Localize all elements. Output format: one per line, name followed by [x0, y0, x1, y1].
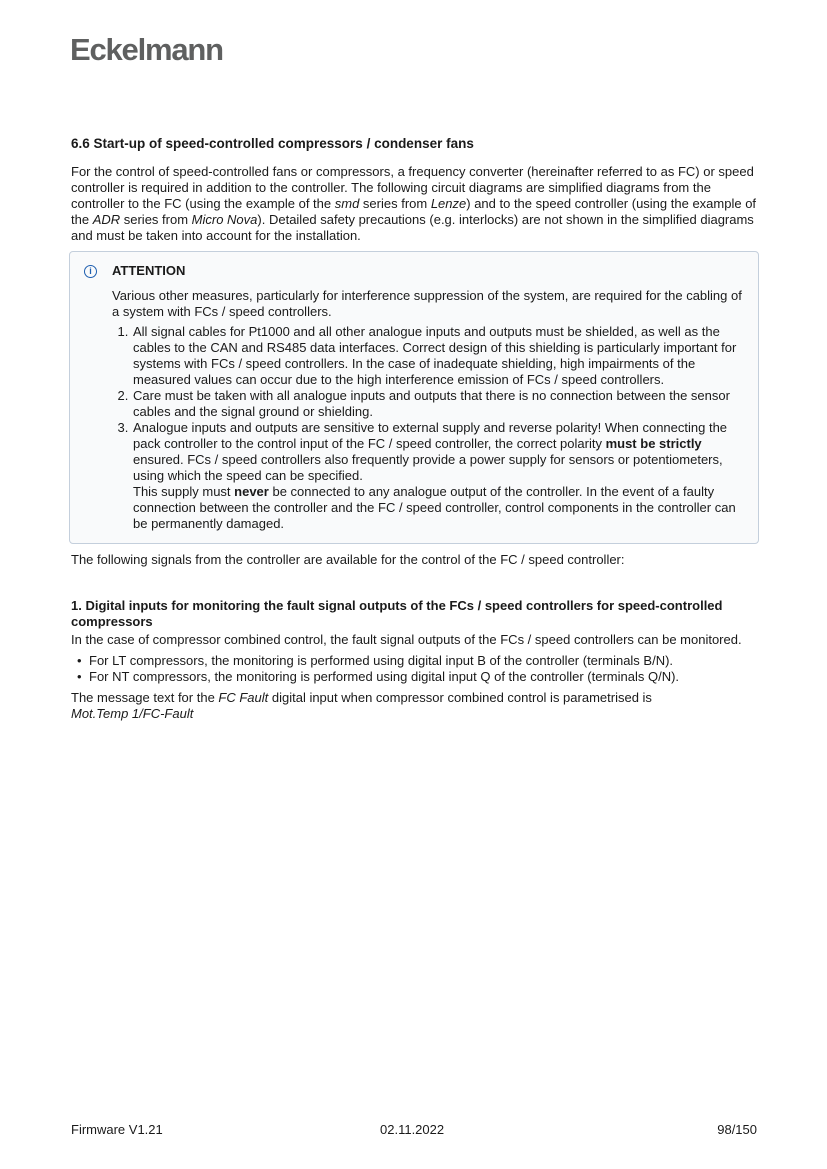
page-content	[71, 136, 757, 722]
text: This supply must	[133, 484, 235, 499]
text: digital input when compressor combined control is parametrised is	[268, 690, 652, 705]
list-item	[132, 420, 748, 532]
bullet-list	[71, 653, 757, 685]
eckelmann-logo: Eckelmann	[70, 32, 223, 67]
text: be connected to any analogue output of the controller. In the event of a faulty connection between the controller and the FC / speed controller, control components in the controller can be permanently damaged.	[133, 484, 736, 531]
attention-title: ATTENTION	[112, 263, 186, 278]
text: FC Fault	[218, 690, 269, 705]
subsection-text: In the case of compressor combined control, the fault signal outputs of the FCs / speed controllers can be monitored.	[71, 632, 742, 647]
text: smd	[334, 196, 360, 211]
footer-firmware: Firmware V1.21	[71, 1122, 163, 1137]
list-item: 2. Care must be taken with all analogue inputs and outputs that there is no connection between the sensor cables and the signal ground or shielding.	[132, 388, 748, 420]
list-item: 1. All signal cables for Pt1000 and all other analogue inputs and outputs must be shielded, as well as the cables to the CAN and RS485 data interfaces. Correct design of this shielding is particularly important for systems with FCs / speed controllers. In the case of inadequate shielding, high impairments of the measured values can occur due to the high interference emission of FCs / speed controllers.	[132, 324, 748, 388]
text: ensured. FCs / speed controllers also frequently provide a power supply for sensors or potentiometers, using which the speed can be specified.	[133, 452, 723, 483]
text: never	[234, 484, 269, 499]
signals-text: The following signals from the controller are available for the control of the FC / speed controller:	[71, 552, 625, 567]
text: Micro Nova	[191, 212, 258, 227]
attention-lead: Various other measures, particularly for interference suppression of the system, are required for the cabling of a system with FCs / speed controllers.	[112, 288, 742, 319]
info-icon: i	[84, 265, 97, 278]
attention-box	[69, 251, 759, 544]
subsection-title: 1. Digital inputs for monitoring the fault signal outputs of the FCs / speed controllers for speed-controlled compressors	[71, 598, 723, 629]
section-title: 6.6 Start-up of speed-controlled compressors / condenser fans	[71, 136, 474, 151]
intro-paragraph	[71, 164, 757, 244]
text: ADR	[92, 212, 121, 227]
text: ) and to the speed controller (using the example of the	[71, 196, 757, 227]
attention-list	[112, 324, 748, 532]
text: must be strictly	[605, 436, 702, 451]
text: Mot.Temp 1/FC-Fault	[71, 706, 194, 721]
text: series from	[359, 196, 431, 211]
list-item: • For LT compressors, the monitoring is performed using digital input B of the controller (terminals B/N).	[89, 653, 757, 669]
text: For the control of speed-controlled fans or compressors, a frequency converter (hereinafter referred to as FC) or speed controller is required in addition to the controller. The following circuit diagrams are simplified diagrams from the controller to the FC (using the example of the	[71, 164, 754, 211]
text: ). Detailed safety precautions (e.g. interlocks) are not shown in the simplified diagrams and must be taken into account for the installation.	[71, 212, 754, 243]
text: The message text for the	[71, 690, 219, 705]
message-text	[71, 690, 757, 722]
text: Lenze	[430, 196, 467, 211]
list-item: • For NT compressors, the monitoring is performed using digital input Q of the controller (terminals Q/N).	[89, 669, 757, 685]
text: series from	[120, 212, 192, 227]
text: Analogue inputs and outputs are sensitive to external supply and reverse polarity! When connecting the pack controller to the control input of the FC / speed controller, the correct polarity	[133, 420, 728, 451]
footer-date: 02.11.2022	[380, 1122, 445, 1137]
footer-page-number: 98/150	[717, 1122, 757, 1137]
